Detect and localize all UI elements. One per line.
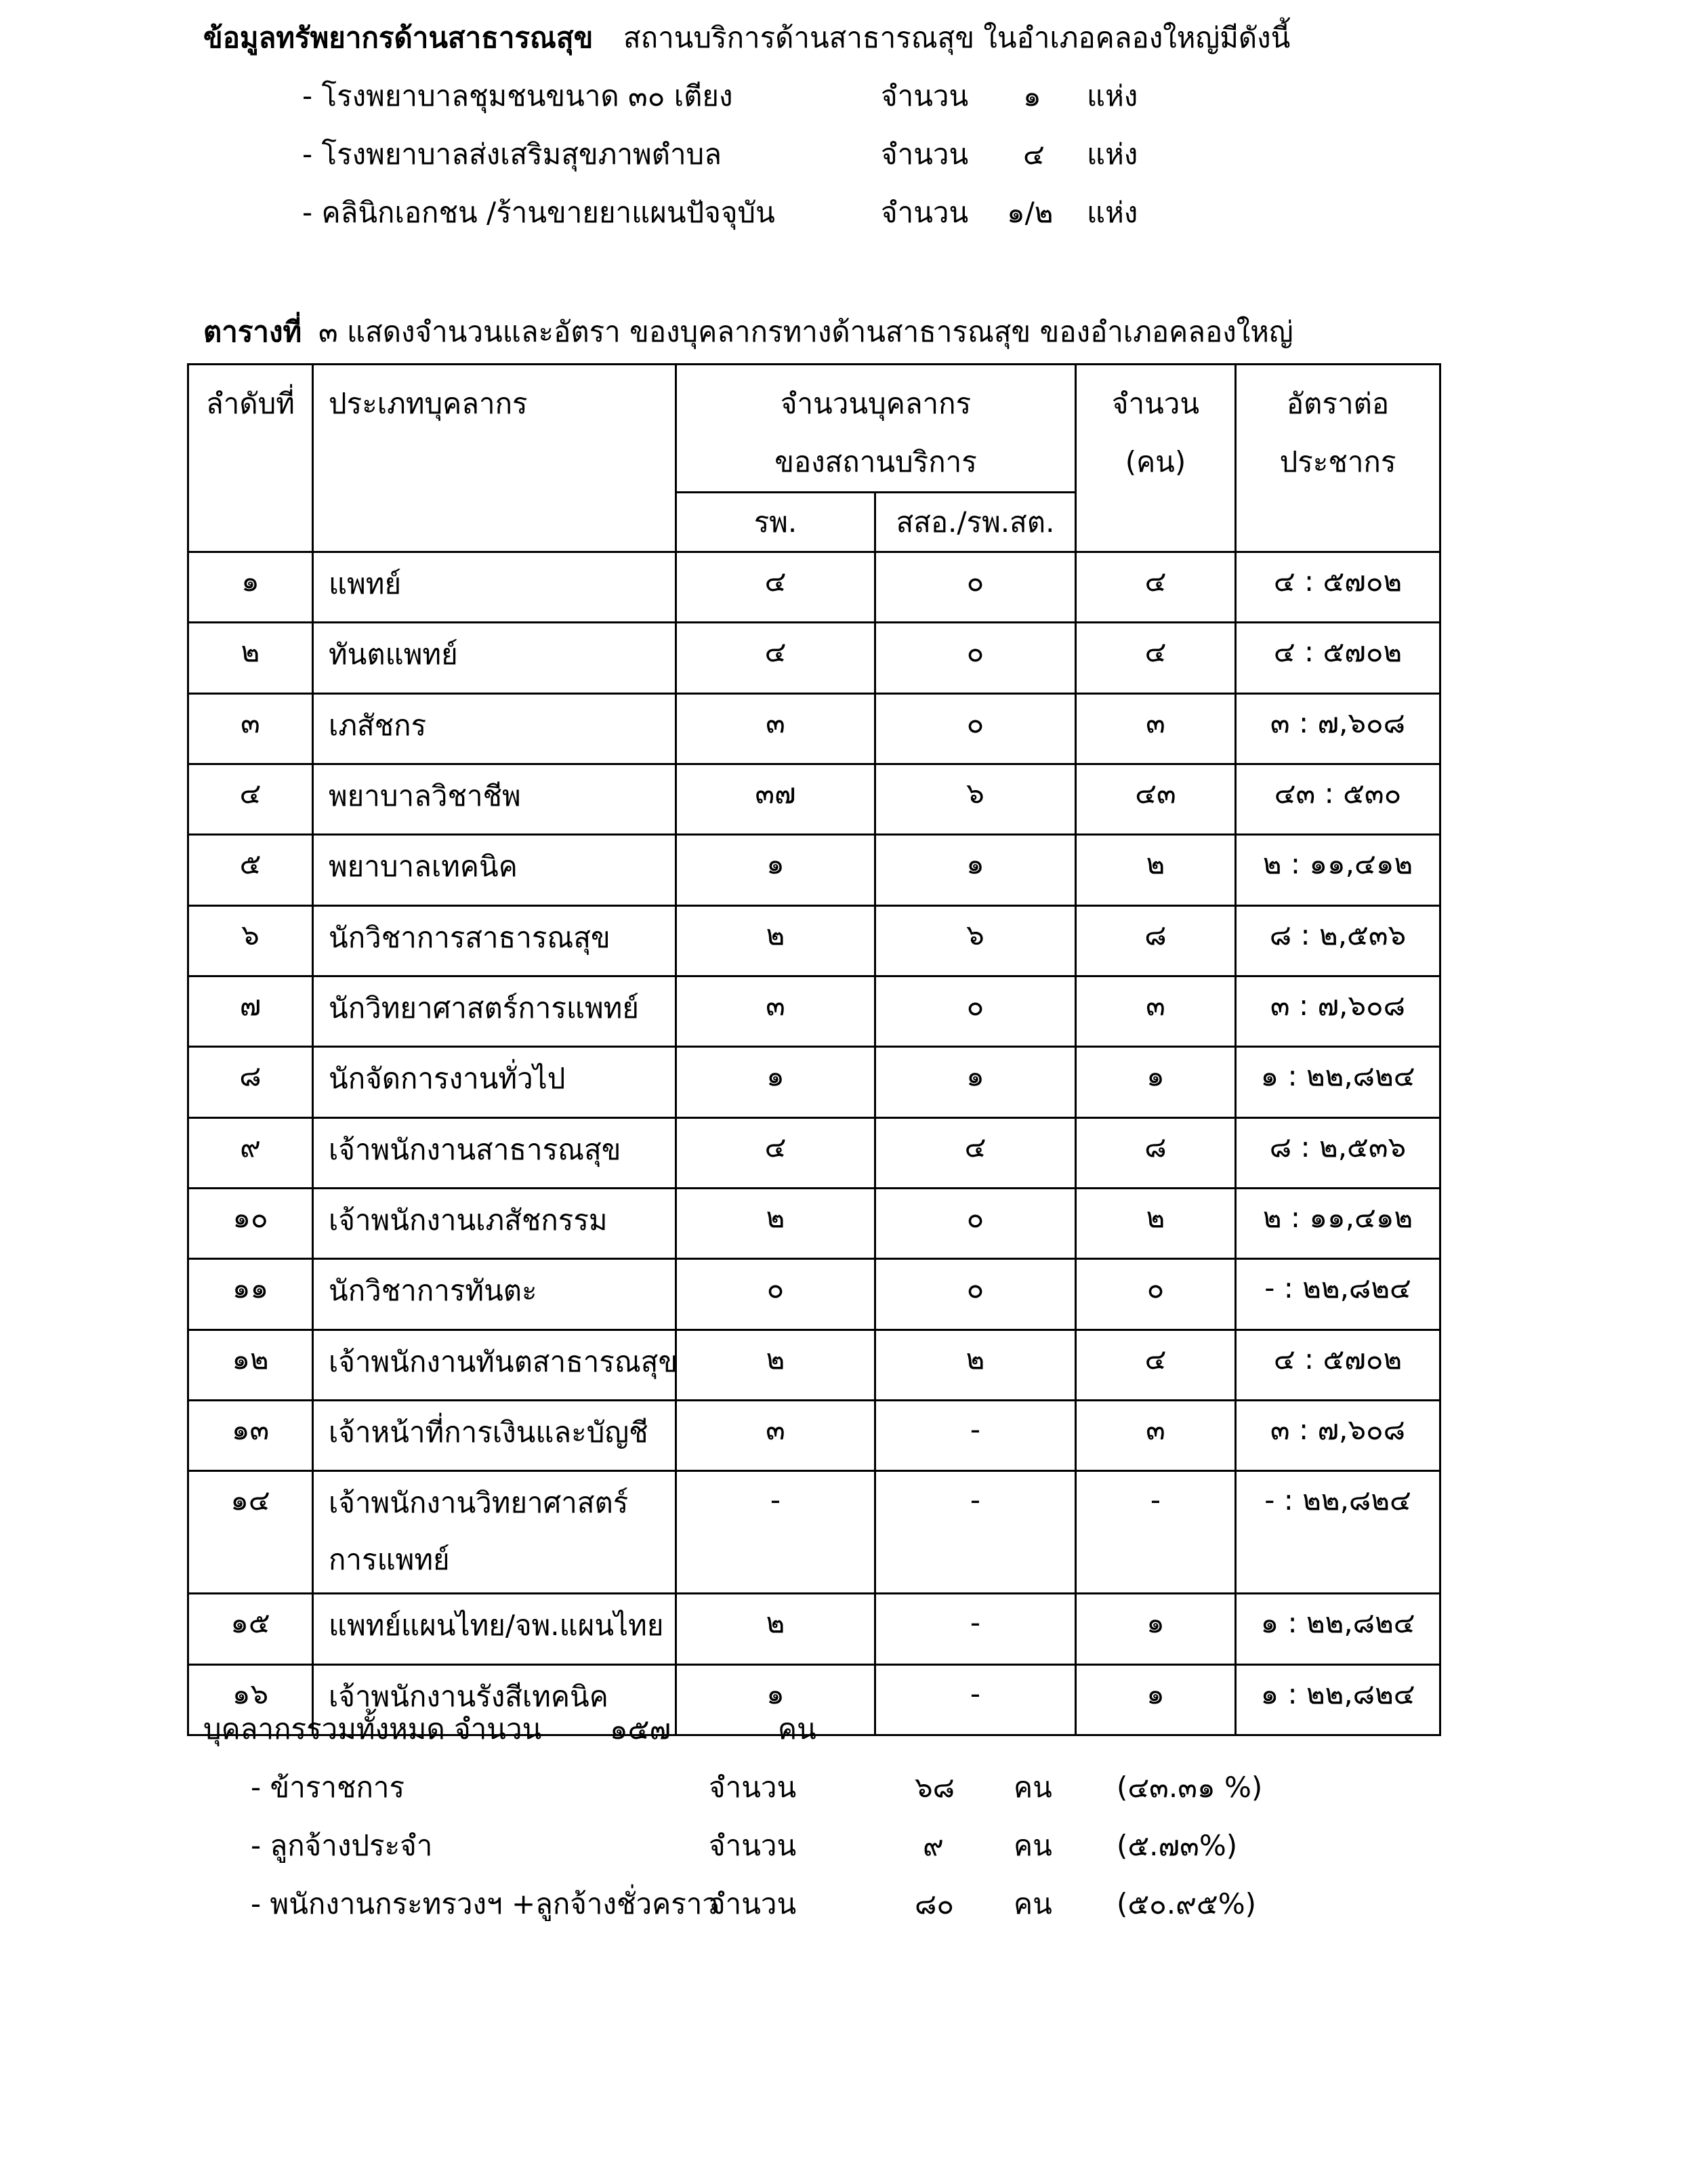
- cell-type: นักวิทยาศาสตร์การแพทย์: [313, 976, 676, 1047]
- facility-unit: แห่ง: [1087, 79, 1138, 112]
- cell-type: ทันตแพทย์: [313, 623, 676, 693]
- cell-count: ๑: [1076, 1594, 1236, 1664]
- cell-ratio: ๔ : ๕๗๐๒: [1236, 623, 1440, 693]
- cell-count: ๒: [1076, 1189, 1236, 1259]
- cell-sso: ๐: [875, 1189, 1076, 1259]
- cell-type: พยาบาลเทคนิค: [313, 835, 676, 905]
- table-row: [188, 835, 1440, 905]
- cell-count: ๑: [1076, 1047, 1236, 1117]
- cell-no: ๓: [188, 693, 313, 764]
- cell-ratio: ๑ : ๒๒,๘๒๔: [1236, 1047, 1440, 1117]
- header-count: [1076, 365, 1236, 552]
- cell-ratio: ๓ : ๗,๖๐๘: [1236, 693, 1440, 764]
- cell-hospital: ๔: [676, 552, 875, 623]
- cell-sso: ๑: [875, 1047, 1076, 1117]
- cell-type-line2: การแพทย์: [329, 1543, 450, 1577]
- cell-count: ๔: [1076, 552, 1236, 623]
- cell-type: [313, 1471, 676, 1594]
- cell-hospital: ๒: [676, 905, 875, 976]
- summary-item-count-label: จำนวน: [709, 1829, 797, 1862]
- cell-no: ๑๕: [188, 1594, 313, 1664]
- cell-sso: ๐: [875, 976, 1076, 1047]
- cell-type: แพทย์แผนไทย/จพ.แผนไทย: [313, 1594, 676, 1664]
- cell-ratio: ๘ : ๒,๕๓๖: [1236, 1117, 1440, 1188]
- cell-hospital: ๓: [676, 693, 875, 764]
- header-hospital: รพ.: [676, 493, 875, 552]
- cell-hospital: -: [676, 1471, 875, 1594]
- summary-item-count: ๘๐: [915, 1887, 955, 1920]
- header-count-line2: (คน): [1125, 445, 1186, 478]
- header-ratio: [1236, 365, 1440, 552]
- cell-ratio: ๓ : ๗,๖๐๘: [1236, 1401, 1440, 1471]
- summary-item-percent: (๔๓.๓๑ %): [1117, 1771, 1263, 1804]
- cell-hospital: ๑: [676, 1664, 875, 1735]
- cell-ratio: ๔ : ๕๗๐๒: [1236, 1330, 1440, 1400]
- cell-ratio: ๔ : ๕๗๐๒: [1236, 552, 1440, 623]
- table-row: [188, 552, 1440, 623]
- facility-name: - โรงพยาบาลชุมชนขนาด ๓๐ เตียง: [302, 79, 733, 112]
- cell-no: ๑๑: [188, 1259, 313, 1330]
- facility-count: ๔: [1023, 138, 1045, 171]
- cell-count: ๔: [1076, 623, 1236, 693]
- summary-item-name: - ลูกจ้างประจำ: [251, 1829, 433, 1862]
- facility-unit: แห่ง: [1087, 138, 1138, 171]
- cell-hospital: ๒: [676, 1330, 875, 1400]
- table-header-row: [188, 365, 1440, 493]
- table-row: [188, 1471, 1440, 1594]
- cell-ratio: ๑ : ๒๒,๘๒๔: [1236, 1664, 1440, 1735]
- cell-type-line1: เจ้าพนักงานวิทยาศาสตร์: [329, 1486, 629, 1520]
- cell-count: ๔: [1076, 1330, 1236, 1400]
- cell-type: นักวิชาการทันตะ: [313, 1259, 676, 1330]
- cell-hospital: ๑: [676, 835, 875, 905]
- table-row: [188, 693, 1440, 764]
- header-ratio-line1: อัตราต่อ: [1286, 387, 1390, 420]
- cell-hospital: ๓: [676, 976, 875, 1047]
- cell-no: ๑๔: [188, 1471, 313, 1594]
- cell-hospital: ๔: [676, 623, 875, 693]
- cell-no: ๑: [188, 552, 313, 623]
- cell-hospital: ๒: [676, 1594, 875, 1664]
- cell-sso: ๔: [875, 1117, 1076, 1188]
- table-row: [188, 1189, 1440, 1259]
- cell-count: ๑: [1076, 1664, 1236, 1735]
- cell-sso: ๑: [875, 835, 1076, 905]
- table-row: [188, 1594, 1440, 1664]
- cell-no: ๘: [188, 1047, 313, 1117]
- facility-name: - โรงพยาบาลส่งเสริมสุขภาพตำบล: [302, 138, 722, 171]
- table-row: [188, 1117, 1440, 1188]
- header-sso: สสอ./รพ.สต.: [875, 493, 1076, 552]
- facility-count-label: จำนวน: [881, 138, 969, 171]
- table-caption-label: ตารางที่: [203, 315, 302, 348]
- table-row: [188, 1047, 1440, 1117]
- cell-ratio: ๑ : ๒๒,๘๒๔: [1236, 1594, 1440, 1664]
- cell-sso: -: [875, 1471, 1076, 1594]
- summary-total: ๑๕๗: [610, 1712, 671, 1746]
- cell-no: ๙: [188, 1117, 313, 1188]
- cell-sso: -: [875, 1594, 1076, 1664]
- cell-sso: ๖: [875, 764, 1076, 835]
- facility-count-label: จำนวน: [881, 79, 969, 112]
- cell-count: ๘: [1076, 905, 1236, 976]
- header-no: ลำดับที่: [188, 365, 313, 552]
- table-row: [188, 764, 1440, 835]
- table-row: [188, 905, 1440, 976]
- summary-unit: คน: [778, 1712, 816, 1746]
- facility-name: - คลินิกเอกชน /ร้านขายยาแผนปัจจุบัน: [302, 196, 775, 229]
- header-staff: [676, 365, 1076, 493]
- cell-sso: -: [875, 1664, 1076, 1735]
- cell-no: ๒: [188, 623, 313, 693]
- cell-no: ๑๖: [188, 1664, 313, 1735]
- cell-type: พยาบาลวิชาชีพ: [313, 764, 676, 835]
- cell-hospital: ๔: [676, 1117, 875, 1188]
- cell-ratio: ๒ : ๑๑,๔๑๒: [1236, 1189, 1440, 1259]
- facility-count-label: จำนวน: [881, 196, 969, 229]
- summary-item-count-label: จำนวน: [709, 1887, 797, 1920]
- cell-hospital: ๑: [676, 1047, 875, 1117]
- cell-sso: ๐: [875, 623, 1076, 693]
- cell-sso: -: [875, 1401, 1076, 1471]
- facility-count: ๑/๒: [1007, 196, 1054, 229]
- table-row: [188, 976, 1440, 1047]
- cell-type: นักจัดการงานทั่วไป: [313, 1047, 676, 1117]
- cell-no: ๗: [188, 976, 313, 1047]
- cell-count: ๘: [1076, 1117, 1236, 1188]
- cell-type: แพทย์: [313, 552, 676, 623]
- cell-count: ๒: [1076, 835, 1236, 905]
- facility-count: ๑: [1023, 79, 1041, 112]
- cell-ratio: ๓ : ๗,๖๐๘: [1236, 976, 1440, 1047]
- cell-ratio: - : ๒๒,๘๒๔: [1236, 1471, 1440, 1594]
- summary-item-count-label: จำนวน: [709, 1771, 797, 1804]
- header-count-line1: จำนวน: [1111, 387, 1200, 420]
- cell-type: เจ้าพนักงานสาธารณสุข: [313, 1117, 676, 1188]
- summary-item-count: ๙: [923, 1829, 944, 1862]
- cell-no: ๑๒: [188, 1330, 313, 1400]
- table-row: [188, 623, 1440, 693]
- summary-item-count: ๖๘: [915, 1771, 955, 1804]
- section-heading: ข้อมูลทรัพยากรด้านสาธารณสุข: [203, 21, 594, 54]
- facility-unit: แห่ง: [1087, 196, 1138, 229]
- cell-ratio: ๘ : ๒,๕๓๖: [1236, 905, 1440, 976]
- table-caption-text: ๓ แสดงจำนวนและอัตรา ของบุคลากรทางด้านสาธารณสุข ของอำเภอคลองใหญ่: [318, 315, 1293, 348]
- cell-sso: ๐: [875, 552, 1076, 623]
- cell-type: นักวิชาการสาธารณสุข: [313, 905, 676, 976]
- cell-type: เภสัชกร: [313, 693, 676, 764]
- cell-sso: ๐: [875, 1259, 1076, 1330]
- summary-item-unit: คน: [1014, 1887, 1052, 1920]
- cell-hospital: ๓๗: [676, 764, 875, 835]
- cell-no: ๑๐: [188, 1189, 313, 1259]
- table-row: [188, 1330, 1440, 1400]
- cell-type: เจ้าพนักงานรังสีเทคนิค: [313, 1664, 676, 1735]
- table-row: [188, 1259, 1440, 1330]
- cell-no: ๑๓: [188, 1401, 313, 1471]
- summary-item-name: - พนักงานกระทรวงฯ +ลูกจ้างชั่วคราว: [251, 1887, 718, 1920]
- cell-count: -: [1076, 1471, 1236, 1594]
- cell-count: ๓: [1076, 1401, 1236, 1471]
- cell-ratio: ๔๓ : ๕๓๐: [1236, 764, 1440, 835]
- cell-sso: ๒: [875, 1330, 1076, 1400]
- cell-no: ๕: [188, 835, 313, 905]
- cell-type: เจ้าพนักงานเภสัชกรรม: [313, 1189, 676, 1259]
- cell-count: ๓: [1076, 976, 1236, 1047]
- summary-item-percent: (๕๐.๙๕%): [1117, 1887, 1257, 1920]
- cell-no: ๔: [188, 764, 313, 835]
- summary-label: บุคลากรรวมทั้งหมด จำนวน: [203, 1712, 542, 1746]
- cell-sso: ๖: [875, 905, 1076, 976]
- cell-no: ๖: [188, 905, 313, 976]
- cell-ratio: - : ๒๒,๘๒๔: [1236, 1259, 1440, 1330]
- summary-item-unit: คน: [1014, 1829, 1052, 1862]
- staff-table: [187, 363, 1441, 1736]
- summary-item-percent: (๕.๗๓%): [1117, 1829, 1238, 1862]
- summary-item-unit: คน: [1014, 1771, 1052, 1804]
- table-row: [188, 1401, 1440, 1471]
- header-ratio-line2: ประชากร: [1279, 445, 1396, 478]
- summary-item-name: - ข้าราชการ: [251, 1771, 405, 1804]
- header-staff-line1: จำนวนบุคลากร: [780, 387, 972, 420]
- cell-hospital: ๒: [676, 1189, 875, 1259]
- cell-hospital: ๐: [676, 1259, 875, 1330]
- cell-hospital: ๓: [676, 1401, 875, 1471]
- cell-count: ๐: [1076, 1259, 1236, 1330]
- cell-sso: ๐: [875, 693, 1076, 764]
- cell-count: ๓: [1076, 693, 1236, 764]
- cell-ratio: ๒ : ๑๑,๔๑๒: [1236, 835, 1440, 905]
- section-description: สถานบริการด้านสาธารณสุข ในอำเภอคลองใหญ่มีดังนี้: [623, 21, 1291, 54]
- header-type: ประเภทบุคลากร: [313, 365, 676, 552]
- header-staff-line2: ของสถานบริการ: [774, 445, 977, 478]
- cell-count: ๔๓: [1076, 764, 1236, 835]
- cell-type: เจ้าพนักงานทันตสาธารณสุข: [313, 1330, 676, 1400]
- cell-type: เจ้าหน้าที่การเงินและบัญชี: [313, 1401, 676, 1471]
